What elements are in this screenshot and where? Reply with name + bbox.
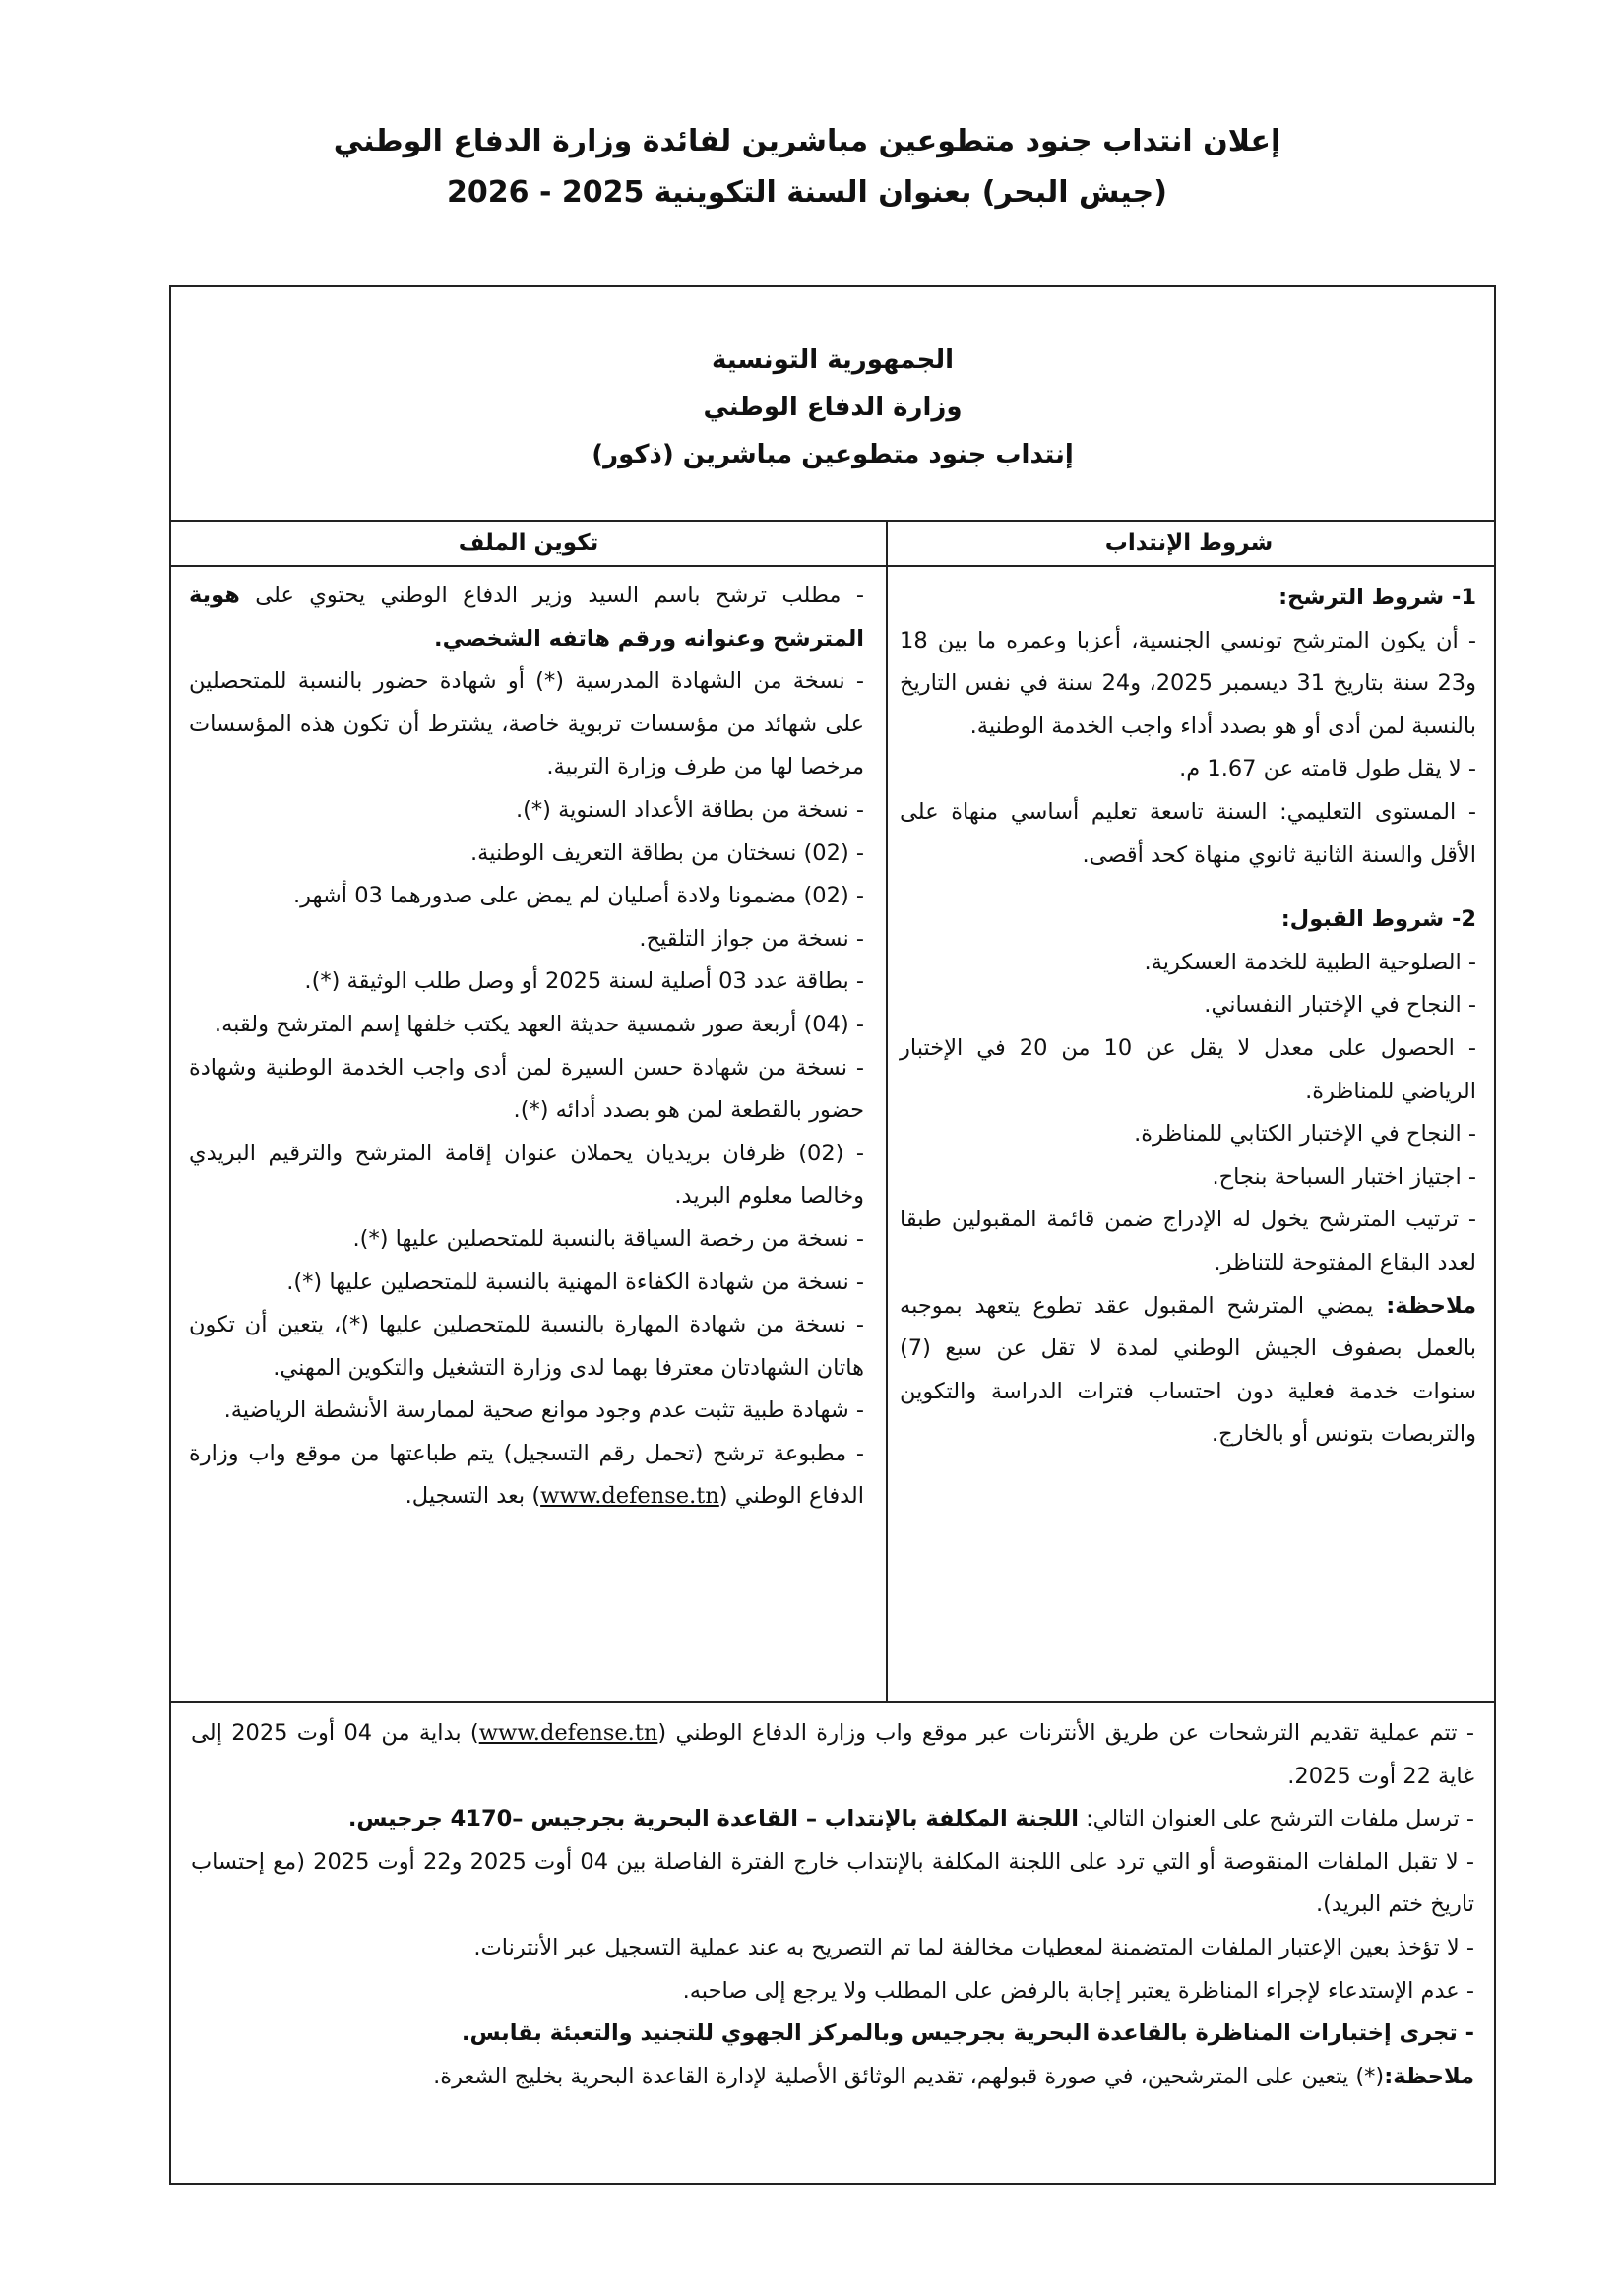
- submission-paragraph: - لا تقبل الملفات المنقوصة أو التي ترد على اللجنة المكلفة بالإنتداب خارج الفترة الفاصلة بين 04 أوت 2025 و22 أوت 2025 (مع إحتساب تاريخ ختم البريد).: [191, 1848, 1474, 1918]
- paragraph-text: - تتم عملية تقديم الترشحات عن طريق الأنترنات عبر موقع واب وزارة الدفاع الوطني (: [657, 1720, 1474, 1746]
- file-item-text: ) بعد التسجيل.: [405, 1483, 541, 1510]
- file-item: - بطاقة عدد 03 أصلية لسنة 2025 أو وصل طلب الوثيقة (*).: [304, 968, 864, 995]
- file-item: - نسخة من بطاقة الأعداد السنوية (*).: [516, 796, 864, 823]
- file-item: [189, 1433, 864, 1519]
- file-item: - نسخة من شهادة المهارة بالنسبة للمتحصلين عليها (*)، يتعين أن تكون هاتان الشهادتان معترفا بهما لدى وزارة التشغيل والتكوين المهني.: [189, 1312, 864, 1381]
- conditions-note: [900, 1285, 1476, 1457]
- conditions-column: [884, 567, 1494, 1701]
- file-item: - شهادة طبية تثبت عدم وجود موانع صحية لممارسة الأنشطة الرياضية.: [223, 1397, 864, 1424]
- official-header: [171, 287, 1494, 522]
- announcement-frame: [169, 285, 1496, 2185]
- file-item: - نسخة من جواز التلقيح.: [639, 925, 864, 952]
- paragraph-text: ) بداية من 04 أوت 2025 إلى غاية 22 أوت 2025.: [191, 1720, 1474, 1789]
- acceptance-item: - اجتياز اختبار السباحة بنجاح.: [1212, 1163, 1476, 1190]
- defense-website-link[interactable]: www.defense.tn: [540, 1483, 719, 1510]
- file-item: [189, 575, 864, 660]
- note-label: ملاحظة:: [1386, 1292, 1476, 1319]
- file-item-text: - مطبوعة ترشح (تحمل رقم التسجيل) يتم طباعتها من موقع واب وزارة الدفاع الوطني (: [189, 1440, 864, 1510]
- note-label: ملاحظة:: [1384, 2063, 1474, 2089]
- file-column: [171, 567, 888, 1701]
- note-text: يمضي المترشح المقبول عقد تطوع يتعهد بموجبه بالعمل بصفوف الجيش الوطني لمدة لا تقل عن سبع (7) سنوات خدمة فعلية دون احتساب فترات الدراسة والتكوين والتربصات بتونس أو بالخارج.: [900, 1292, 1476, 1448]
- eligibility-item: - أن يكون المترشح تونسي الجنسية، أعزبا وعمره ما بين 18 و23 سنة بتاريخ 31 ديسمبر 2025، و24 سنة في نفس التاريخ بالنسبة لمن أدى أو هو بصدد أداء واجب الخدمة الوطنية.: [900, 627, 1476, 739]
- file-item-text: - مطلب ترشح باسم السيد وزير الدفاع الوطني يحتوي على: [239, 583, 864, 608]
- file-item: - نسخة من شهادة حسن السيرة لمن أدى واجب الخدمة الوطنية وشهادة حضور بالقطعة لمن هو بصدد أدائه (*).: [189, 1054, 864, 1124]
- ministry-name: وزارة الدفاع الوطني: [703, 393, 963, 422]
- mailing-address: اللجنة المكلفة بالإنتداب – القاعدة البحرية بجرجيس –4170 جرجيس.: [347, 1806, 1079, 1832]
- submission-paragraph: - لا تؤخذ بعين الإعتبار الملفات المتضمنة لمعطيات مخالفة لما تم التصريح به عند عملية التسجيل عبر الأنترنات.: [473, 1934, 1474, 1960]
- file-item-bold-text: هوية المترشح وعنوانه ورقم هاتفه الشخصي.: [189, 583, 864, 652]
- file-item: - نسخة من رخصة السياقة بالنسبة للمتحصلين عليها (*).: [352, 1225, 864, 1252]
- announcement-title: [325, 116, 1289, 218]
- file-item: - (02) مضمونا ولادة أصليان لم يمض على صدورهما 03 أشهر.: [292, 883, 864, 909]
- file-item: - (02) ظرفان بريديان يحملان عنوان إقامة المترشح والترقيم البريدي وخالصا معلوم البريد.: [189, 1140, 864, 1210]
- file-column-heading: تكوين الملف: [171, 522, 888, 567]
- acceptance-item: - النجاح في الإختبار الكتابي للمناظرة.: [1134, 1121, 1476, 1148]
- submission-paragraph: - عدم الإستدعاء لإجراء المناظرة يعتبر إجابة بالرفض على المطلب ولا يرجع إلى صاحبه.: [682, 1977, 1474, 2004]
- paragraph-text: - ترسل ملفات الترشح على العنوان التالي:: [1078, 1806, 1474, 1832]
- title-line-1: إعلان انتداب جنود متطوعين مباشرين لفائدة وزارة الدفاع الوطني: [333, 124, 1281, 158]
- file-item: - (02) نسختان من بطاقة التعريف الوطنية.: [470, 839, 864, 866]
- file-item: - (04) أربعة صور شمسية حديثة العهد يكتب خلفها إسم المترشح ولقبه.: [214, 1011, 864, 1037]
- eligibility-item: - لا يقل طول قامته عن 1.67 م.: [1179, 756, 1476, 782]
- file-item: - نسخة من الشهادة المدرسية (*) أو شهادة حضور بالنسبة للمتحصلين على شهائد من مؤسسات تربوية خاصة، يشترط أن تكون هذه المؤسسات مرخصا لها من طرف وزارة التربية.: [189, 668, 864, 780]
- submission-section: [171, 1701, 1494, 2098]
- note-text: (*) يتعين على المترشحين، في صورة قبولهم، تقديم الوثائق الأصلية لإدارة القاعدة البحرية بخليج الشعرة.: [433, 2063, 1385, 2089]
- acceptance-item: - النجاح في الإختبار النفساني.: [1204, 992, 1476, 1019]
- conditions-column-heading: شروط الإنتداب: [884, 522, 1494, 567]
- acceptance-item: - الحصول على معدل لا يقل عن 10 من 20 في الإختبار الرياضي للمناظرة.: [900, 1034, 1477, 1104]
- submission-paragraph: [191, 1712, 1474, 1798]
- defense-website-link[interactable]: www.defense.tn: [478, 1720, 658, 1746]
- recruitment-subject: إنتداب جنود متطوعين مباشرين (ذكور): [592, 440, 1074, 469]
- exam-location-paragraph: - تجرى إختبارات المناظرة بالقاعدة البحرية بجرجيس وبالمركز الجهوي للتجنيد والتعبئة بقابس.: [461, 2020, 1474, 2047]
- republic-name: الجمهورية التونسية: [711, 345, 955, 375]
- submission-paragraph: [191, 1798, 1474, 1841]
- final-note: [191, 2056, 1474, 2099]
- file-item: - نسخة من شهادة الكفاءة المهنية بالنسبة للمتحصلين عليها (*).: [286, 1269, 864, 1295]
- acceptance-item: - ترتيب المترشح يخول له الإدراج ضمن قائمة المقبولين طبقا لعدد البقاع المفتوحة للتناظر.: [900, 1207, 1476, 1275]
- acceptance-item: - الصلوحية الطبية للخدمة العسكرية.: [1144, 949, 1476, 975]
- eligibility-item: - المستوى التعليمي: السنة تاسعة تعليم أساسي منهاة على الأقل والسنة الثانية ثانوي منهاة كحد أقصى.: [900, 798, 1476, 868]
- title-line-2: (جيش البحر) بعنوان السنة التكوينية 2025 - 2026: [447, 175, 1167, 210]
- acceptance-section-title: 2- شروط القبول:: [1280, 906, 1476, 933]
- eligibility-section-title: 1- شروط الترشح:: [1278, 585, 1476, 610]
